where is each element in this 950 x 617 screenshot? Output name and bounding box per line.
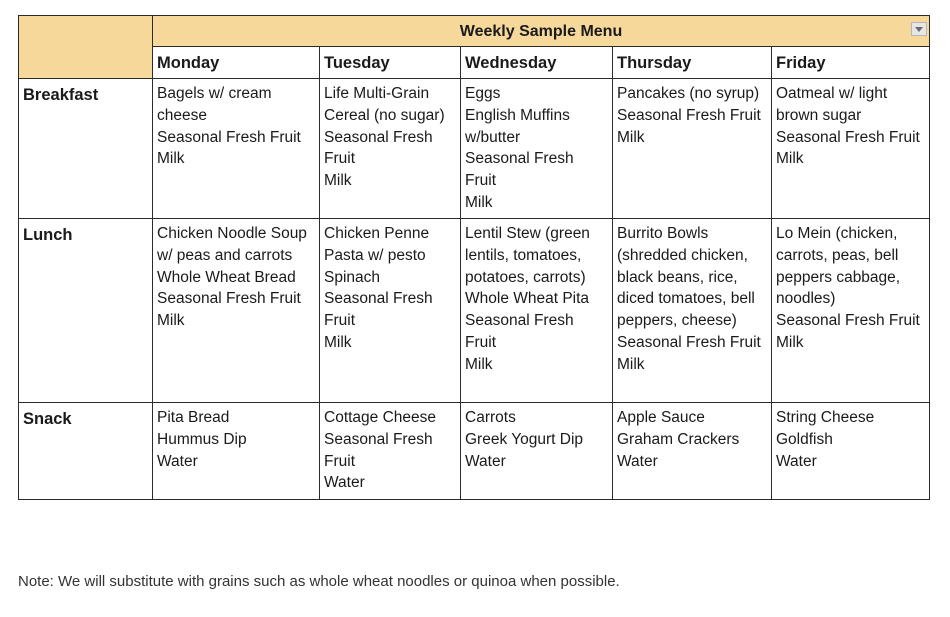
menu-item: Milk [465,355,493,373]
menu-item: English Muffins w/butter [465,106,570,146]
menu-title: Weekly Sample Menu [459,23,623,40]
menu-item: Milk [617,355,645,373]
menu-item: Seasonal Fresh Fruit [776,312,920,330]
meal-row-lunch [19,219,930,403]
menu-item: Oatmeal w/ light brown sugar [776,85,888,124]
menu-item: Seasonal Fresh Fruit [324,128,433,168]
menu-cell-monday [153,79,320,219]
day-header-monday: Monday [153,47,320,79]
day-header-tuesday: Tuesday [320,47,461,79]
menu-item: Seasonal Fresh Fruit [157,290,301,308]
menu-item: Seasonal Fresh Fruit [465,312,574,351]
menu-item: Seasonal Fresh Fruit [324,290,433,330]
menu-item: Milk [157,150,185,168]
menu-item: Water [776,452,817,470]
menu-cell-thursday [613,79,772,219]
menu-cell-friday [772,403,930,500]
menu-item: Milk [324,172,352,190]
menu-cell-tuesday [320,219,461,403]
meal-label: Snack [19,403,153,500]
corner-cell [19,16,153,79]
menu-item: Seasonal Fresh Fruit [157,128,301,146]
menu-item: Lo Mein (chicken, carrots, peas, bell peppers cabbage, noodles) [776,225,901,308]
meal-label: Lunch [19,219,153,403]
menu-item: Milk [776,150,804,168]
menu-item: Water [157,452,198,470]
menu-item: String Cheese [776,409,875,426]
meal-row-snack [19,403,930,500]
menu-item: Whole Wheat Bread [157,268,296,286]
menu-item: Milk [617,128,645,146]
menu-item: Water [324,474,365,492]
menu-cell-wednesday [461,403,613,500]
menu-cell-monday [153,219,320,403]
day-header-row [19,47,930,79]
menu-cell-wednesday [461,79,613,219]
meal-label: Breakfast [19,79,153,219]
day-header-thursday: Thursday [613,47,772,79]
menu-cell-friday [772,79,930,219]
day-header-wednesday: Wednesday [461,47,613,79]
menu-item: Milk [324,333,352,351]
menu-cell-thursday [613,219,772,403]
day-header-friday: Friday [772,47,930,79]
menu-item: Apple Sauce [617,409,705,426]
menu-item: Spinach [324,268,381,286]
menu-item: Chicken Noodle Soup w/ peas and carrots [157,225,307,264]
menu-item: Seasonal Fresh Fruit [324,430,433,470]
menu-item: Graham Crackers [617,430,740,448]
filter-dropdown-icon[interactable] [911,22,927,36]
menu-cell-tuesday [320,79,461,219]
menu-item: Seasonal Fresh Fruit [465,150,574,190]
menu-title-cell [153,16,930,47]
menu-cell-friday [772,219,930,403]
menu-item: Lentil Stew (green lentils, tomatoes, potatoes, carrots) [465,225,590,286]
menu-item: Seasonal Fresh Fruit [617,333,761,351]
menu-item: Milk [465,193,493,211]
menu-cell-wednesday [461,219,613,403]
menu-cell-tuesday [320,403,461,500]
menu-item: Hummus Dip [157,430,247,448]
menu-item: Water [465,452,506,470]
menu-item: Eggs [465,85,501,102]
weekly-menu-table [18,15,930,500]
menu-item: Seasonal Fresh Fruit [617,106,761,124]
menu-item: Carrots [465,409,516,426]
menu-item: Pancakes (no syrup) [617,85,760,102]
menu-item: Cottage Cheese [324,409,437,426]
menu-cell-thursday [613,403,772,500]
menu-item: Bagels w/ cream cheese [157,85,272,124]
meal-row-breakfast [19,79,930,219]
menu-item: Seasonal Fresh Fruit [776,128,920,146]
footnote: Note: We will substitute with grains such as whole wheat noodles or quinoa when possible. [18,573,620,590]
menu-item: Goldfish [776,430,833,448]
menu-item: Whole Wheat Pita [465,290,590,308]
menu-item: Milk [776,333,804,351]
menu-item: Milk [157,312,185,330]
menu-item: Greek Yogurt Dip [465,430,584,448]
menu-item: Water [617,452,658,470]
menu-item: Chicken Penne Pasta w/ pesto [324,225,430,264]
menu-item: Pita Bread [157,409,230,426]
menu-item: Burrito Bowls (shredded chicken, black beans, rice, diced tomatoes, bell peppers, cheese) [617,225,755,330]
menu-item: Life Multi-Grain Cereal (no sugar) [324,85,445,124]
menu-cell-monday [153,403,320,500]
